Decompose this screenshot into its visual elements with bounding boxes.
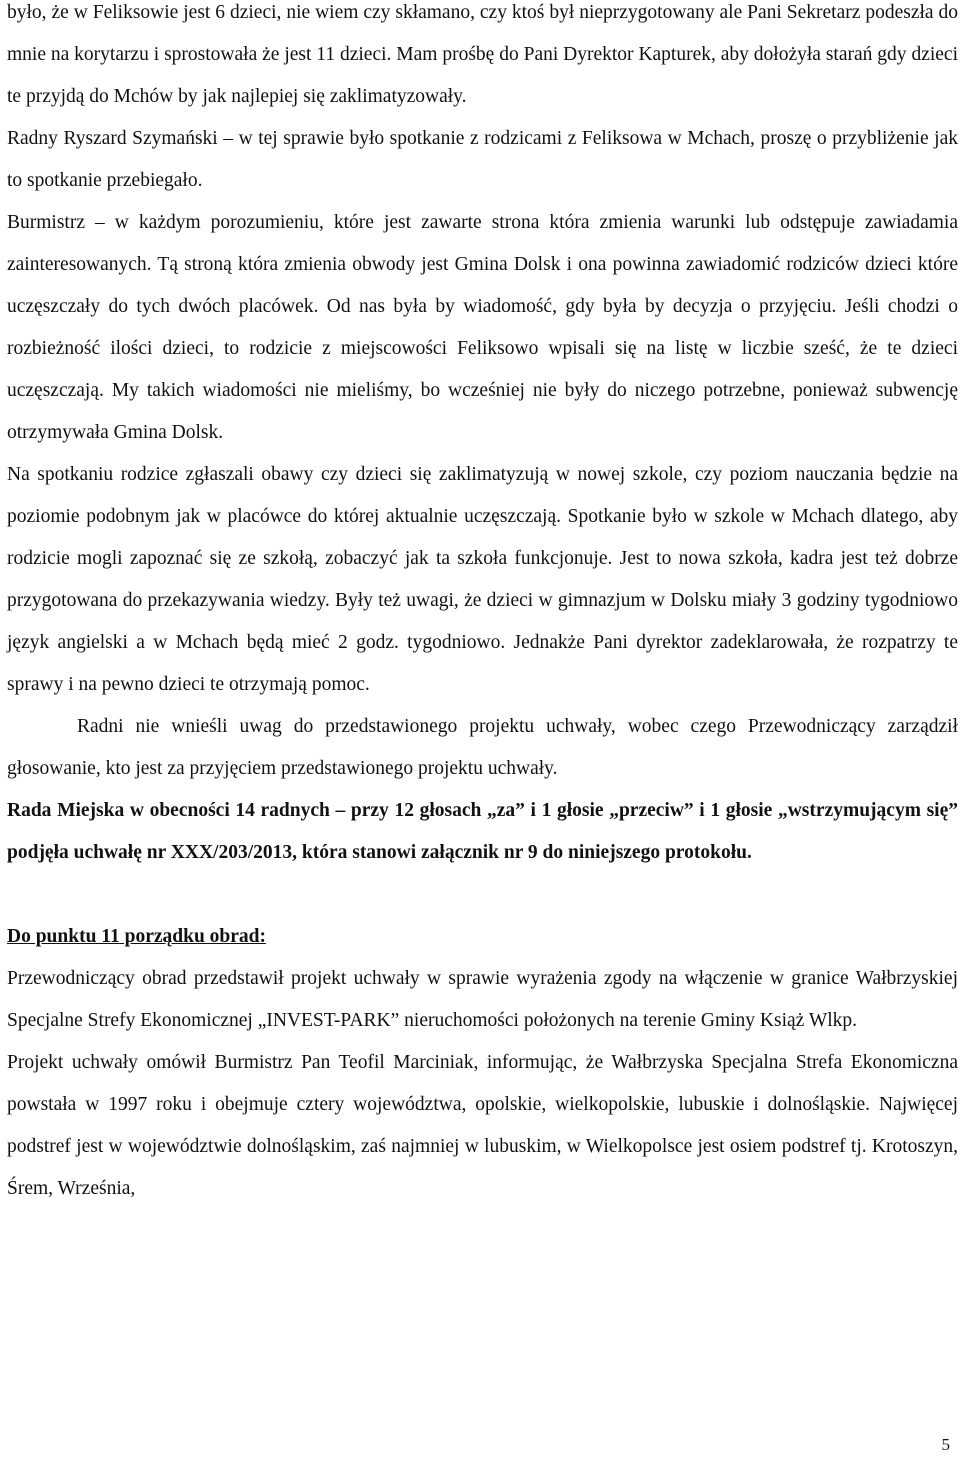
document-body [7, 0, 958, 1210]
paragraph-mayor-agreement: Burmistrz – w każdym porozumieniu, które jest zawarte strona która zmienia warunki lub odstępuje zawiadamia zainteresowanych. Tą stroną która zmienia obwody jest Gmina Dolsk i ona powinna zawiadomić rodziców dzieci które uczęszczały do tych dwóch placówek. Od nas była by wiadomość, gdy była by decyzja o przyjęciu. Jeśli chodzi o rozbieżność ilości dzieci, to rodzicie z miejscowości Feliksowo wpisali się na listę w liczbie sześć, że te dzieci uczęszczają. My takich wiadomości nie mieliśmy, bo wcześniej nie były do niczego potrzebne, ponieważ subwencję otrzymywała Gmina Dolsk. [7, 212, 958, 443]
page-number: 5 [941, 1435, 950, 1454]
paragraph-project-discussed: Projekt uchwały omówił Burmistrz Pan Teofil Marciniak, informując, że Wałbrzyska Specjalna Strefa Ekonomiczna powstała w 1997 roku i obejmuje cztery województwa, opolskie, wielkopolskie, lubuskie i dolnośląskie. Najwięcej podstref jest w województwie dolnośląskim, zaś najmniej w lubuskim, w Wielkopolsce jest osiem podstref tj. Krotoszyn, Śrem, Września, [7, 1052, 958, 1199]
paragraph-feliksowo-children: było, że w Feliksowie jest 6 dzieci, nie wiem czy skłamano, czy ktoś był nieprzygotowany ale Pani Sekretarz podeszła do mnie na korytarzu i sprostowała że jest 11 dzieci. Mam prośbę do Pani Dyrektor Kapturek, aby dołożyła starań gdy dzieci te przyjdą do Mchów by jak najlepiej się zaklimatyzowały. [7, 2, 958, 107]
paragraph-project-presented: Przewodniczący obrad przedstawił projekt uchwały w sprawie wyrażenia zgody na włączenie w granice Wałbrzyskiej Specjalne Strefy Ekonomicznej „INVEST-PARK” nieruchomości położonych na terenie Gminy Książ Wlkp. [7, 968, 958, 1031]
section-spacer [7, 874, 958, 916]
paragraph-resolution-vote: Rada Miejska w obecności 14 radnych – przy 12 głosach „za” i 1 głosie „przeciw” i 1 głosie „wstrzymującym się” podjęła uchwałę nr XXX/203/2013, która stanowi załącznik nr 9 do niniejszego protokołu. [7, 800, 958, 863]
paragraph-councillor-question: Radny Ryszard Szymański – w tej sprawie było spotkanie z rodzicami z Feliksowa w Mchach, proszę o przybliżenie jak to spotkanie przebiegało. [7, 128, 958, 191]
agenda-item-heading: Do punktu 11 porządku obrad: [7, 926, 267, 947]
paragraph-parents-meeting: Na spotkaniu rodzice zgłaszali obawy czy dzieci się zaklimatyzują w nowej szkole, czy poziom nauczania będzie na poziomie podobnym jak w placówce do której aktualnie uczęszczają. Spotkanie było w szkole w Mchach dlatego, aby rodzicie mogli zapoznać się ze szkołą, zobaczyć jak ta szkoła funkcjonuje. Jest to nowa szkoła, kadra jest też dobrze przygotowana do przekazywania wiedzy. Były też uwagi, że dzieci w gimnazjum w Dolsku miały 3 godziny tygodniowo język angielski a w Mchach będą mieć 2 godz. tygodniowo. Jednakże Pani dyrektor zadeklarowała, że rozpatrzy te sprawy i na pewno dzieci te otrzymają pomoc. [7, 464, 958, 695]
paragraph-no-remarks: Radni nie wnieśli uwag do przedstawionego projektu uchwały, wobec czego Przewodniczący zarządził głosowanie, kto jest za przyjęciem przedstawionego projektu uchwały. [7, 716, 958, 779]
